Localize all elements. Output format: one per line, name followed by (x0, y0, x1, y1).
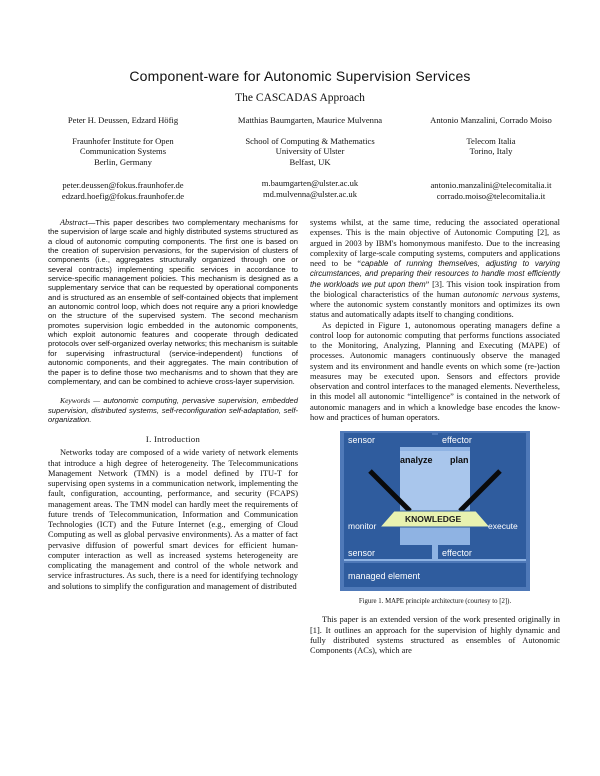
figure-mape (340, 431, 530, 591)
label-managed-element: managed element (348, 571, 421, 581)
author-affiliation: School of Computing & Mathematics (245, 135, 375, 146)
author-emails-2 (210, 178, 410, 200)
label-knowledge: KNOWLEDGE (405, 514, 462, 524)
paper-title: Component-ware for Autonomic Supervision Services (129, 68, 471, 84)
text-run: , where the autonomic system constantly monitors and optimizes its own status and automatically adapts itself to changing conditions. (310, 289, 560, 320)
mape-diagram (340, 431, 530, 591)
author-email[interactable]: corrado.moiso@telecomitalia.it (436, 191, 546, 201)
author-emails-1 (38, 180, 208, 202)
keywords-text: autonomic computing, pervasive supervision, embedded supervision, distributed systems, self-reconfiguration self-adaptation, self-organization. (48, 396, 298, 424)
label-sensor-bottom: sensor (348, 548, 376, 558)
keywords (48, 396, 298, 424)
author-block-1 (38, 115, 208, 167)
author-affiliation: Fraunhofer Institute for Open (72, 135, 174, 146)
author-email[interactable]: peter.deussen@fokus.fraunhofer.de (62, 180, 184, 190)
text-run: systems whilst, at the same time, reducing the associated operational expenses. This is the main objective of Autonomic Computing [2], as argued in 2003 by IBM's homonymous manifesto. Due to the increasing complexity of large-scale computing systems, computers and applications need to be “ (310, 218, 560, 268)
author-block-3 (402, 115, 580, 157)
right-paragraph-1 (310, 218, 560, 321)
author-email[interactable]: antonio.manzalini@telecomitalia.it (430, 180, 552, 190)
author-affiliation: Torino, Italy (469, 146, 513, 157)
quote: capable of running themselves, adjusting to varying circumstances, and preparing their resources to handle most efficiently the workloads we put upon them (310, 259, 560, 289)
section-heading: I. Introduction (145, 434, 201, 445)
author-affiliation: University of Ulster (275, 146, 345, 157)
author-affiliation: Telecom Italia (466, 135, 516, 146)
abstract-label: Abstract (60, 218, 88, 227)
intro-paragraph: Networks today are composed of a wide variety of network elements that introduce a high degree of heterogeneity. The Telecommunications Management Network (TMN) is a model defined by ITU-T for supervising open systems in a communication network, implementing the fault, configuration, accounting, performance, and security (FCAPS) management areas. The TMN model can hardly meet the requirements of future trends of Telecommunication, Information and Communication Technologies (ICT) and the Future Internet (e.g., emerging of Cloud Computing as well as global pervasive environments). As a matter of fact pervasive diffusion of powerful smart devices for efficient human-computer interaction as well as increased systems heterogeneity are complicating the management and control of the whole network and service infrastructures. As such, there is a need for identifying technology and solutions to simplify the configuration and management of distributed (48, 448, 298, 591)
right-paragraph-2: As depicted in Figure 1, autonomous operating managers define a control loop for autonomic computing that performs functions associated to the Monitoring, Analyzing, Planning and Executing (MAPE) of processes. Autonomic managers continuously observe the managed system and its environment and handle events on which some (re-)action measures may be executed upon. Sensors and effectors provide observation and control interfaces to the managed elements. Nevertheless, in this model all autonomic “intelligence” is contained in the network of autonomic managers and in which a knowledge base encodes the know-how and practices of human operators. (310, 320, 560, 422)
author-block-2 (210, 115, 410, 167)
left-column (48, 218, 298, 592)
label-effector-bottom: effector (442, 548, 472, 558)
author-names: Peter H. Deussen, Edzard Höfig (67, 115, 179, 125)
author-email[interactable]: edzard.hoefig@fokus.fraunhofer.de (61, 191, 185, 201)
label-execute: execute (488, 521, 518, 531)
author-names: Matthias Baumgarten, Maurice Mulvenna (237, 115, 383, 125)
right-paragraph-3: This paper is an extended version of the work presented originally in [1]. It outlines an approach for the supervision of highly dynamic and fully distributed systems structured as ensembles of Autonomic Components (ACs), which are (310, 615, 560, 655)
abstract-text: This paper describes two complementary mechanisms for the supervision of large scale and highly distributed systems structured as a cloud of autonomic computing components. The first one is based on the creation of supervision pervasions, for the supervision of clusters of components (i.e., aggregates structurally organized through one or several contracts) implementing specific services in accordance to service-specific management policies. This mechanism is designed as a supplementary service that can be requested by operational components and is structured as an ensemble of self-contained objects that implement an autonomic control loop, which does not require any a priori knowledge on the structure of the supervised system. The second mechanism promotes supervision logic embedded in the autonomic components, which exploit autonomic features and cooperate through dedicated protocols over self-organized overlay networks; this mechanism is suitable for supervising infrastructural (service-independent) functions of autonomic components, and their aggregates. The main contribution of the paper is to define those two mechanisms and to shown that they are complementary, and can be combined to achieve cross-layer supervision. (48, 218, 298, 386)
text-run: ” [3]. This vision took inspiration from the biological characteristics of the human (310, 279, 560, 299)
author-names: Antonio Manzalini, Corrado Moiso (430, 115, 552, 125)
author-email[interactable]: md.mulvenna@ulster.ac.uk (262, 189, 358, 199)
author-affiliation: Berlin, Germany (94, 156, 152, 167)
author-emails-3 (402, 180, 580, 202)
abstract: Abstract—This paper describes two complementary mechanisms for the supervision of large scale and highly distributed systems structured as a cloud of autonomic computing components. The first one is based on the creation of supervision pervasions, for the supervision of clusters of components (i.e., aggregates structurally organized through one or several contracts) implementing specific services in accordance to service-specific management policies. This mechanism is designed as a supplementary service that can be requested by operational components and is structured as an ensemble of self-contained objects that implement an autonomic control loop, which does not require any a priori knowledge on the structure of the supervised system. The second mechanism promotes supervision logic embedded in the autonomic components, which exploit autonomic features and cooperate through dedicated protocols over self-organized overlay networks; this mechanism is suitable for supervising infrastructural (service-independent) functions of autonomic components, and their aggregates. The main contribution of the paper is to define those two mechanisms and to shown that they are complementary, and can be combined to achieve cross-layer supervision. (48, 218, 298, 386)
figure-caption: Figure 1. MAPE principle architecture (courtesy to [2]). (358, 598, 512, 605)
label-plan: plan (450, 455, 469, 465)
label-monitor: monitor (348, 521, 377, 531)
author-affiliation: Communication Systems (79, 146, 167, 157)
label-sensor-top: sensor (348, 435, 376, 445)
right-column (310, 218, 560, 656)
paper-subtitle: The CASCADAS Approach (235, 92, 365, 104)
italic-term: autonomic nervous systems (463, 289, 558, 299)
author-affiliation: Belfast, UK (289, 156, 331, 167)
keywords-label: Keywords — (60, 396, 101, 406)
label-effector-top: effector (442, 435, 472, 445)
label-analyze: analyze (400, 455, 433, 465)
author-email[interactable]: m.baumgarten@ulster.ac.uk (261, 178, 359, 188)
